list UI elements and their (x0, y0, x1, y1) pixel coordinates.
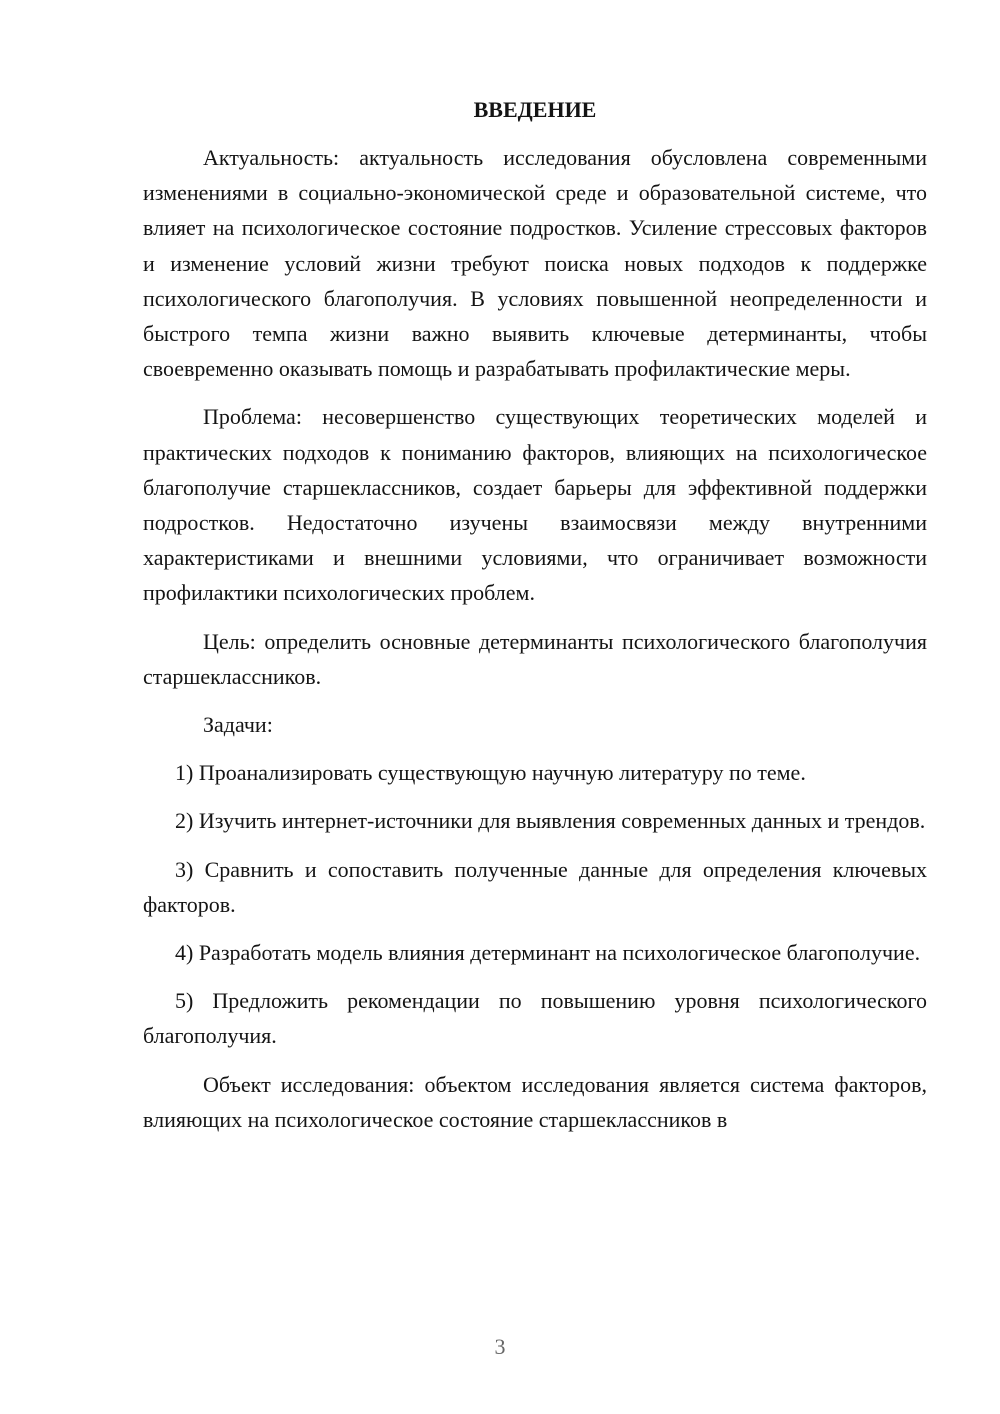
tasks-heading: Задачи: (203, 712, 273, 738)
problem-paragraph: Проблема: несовершенство существующих теоретических моделей и практических подходов к пониманию факторов, влияющих на психологическое благополучие старшеклассников, создает барьеры для эффективной поддержки подростков. Недостаточно изучены взаимосвязи между внутренними характеристиками и внешними условиями, что ограничивает возможности профилактики психологических проблем. (143, 404, 927, 606)
object-paragraph: Объект исследования: объектом исследования является система факторов, влияющих на психологическое состояние старшеклассников в (143, 1071, 927, 1132)
page-number: 3 (494, 1334, 506, 1359)
section-title: ВВЕДЕНИЕ (473, 97, 597, 122)
task-item: 2) Изучить интернет-источники для выявления современных данных и трендов. (175, 808, 926, 834)
task-item: 1) Проанализировать существующую научную литературу по теме. (175, 760, 806, 786)
page-content (143, 92, 927, 1150)
task-item: 4) Разработать модель влияния детерминант на психологическое благополучие. (175, 940, 921, 966)
task-item: 5) Предложить рекомендации по повышению уровня психологического благополучия. (143, 988, 927, 1049)
task-item: 3) Сравнить и сопоставить полученные данные для определения ключевых факторов. (143, 856, 927, 917)
goal-paragraph: Цель: определить основные детерминанты психологического благополучия старшеклассников. (143, 628, 927, 689)
relevance-paragraph: Актуальность: актуальность исследования обусловлена современными изменениями в социально-экономической среде и образовательной системе, что влияет на психологическое состояние подростков. Усиление стрессовых факторов и изменение условий жизни требуют поиска новых подходов к поддержке психологического благополучия. В условиях повышенной неопределенности и быстрого темпа жизни важно выявить ключевые детерминанты, чтобы своевременно оказывать помощь и разрабатывать профилактические меры. (143, 145, 927, 382)
